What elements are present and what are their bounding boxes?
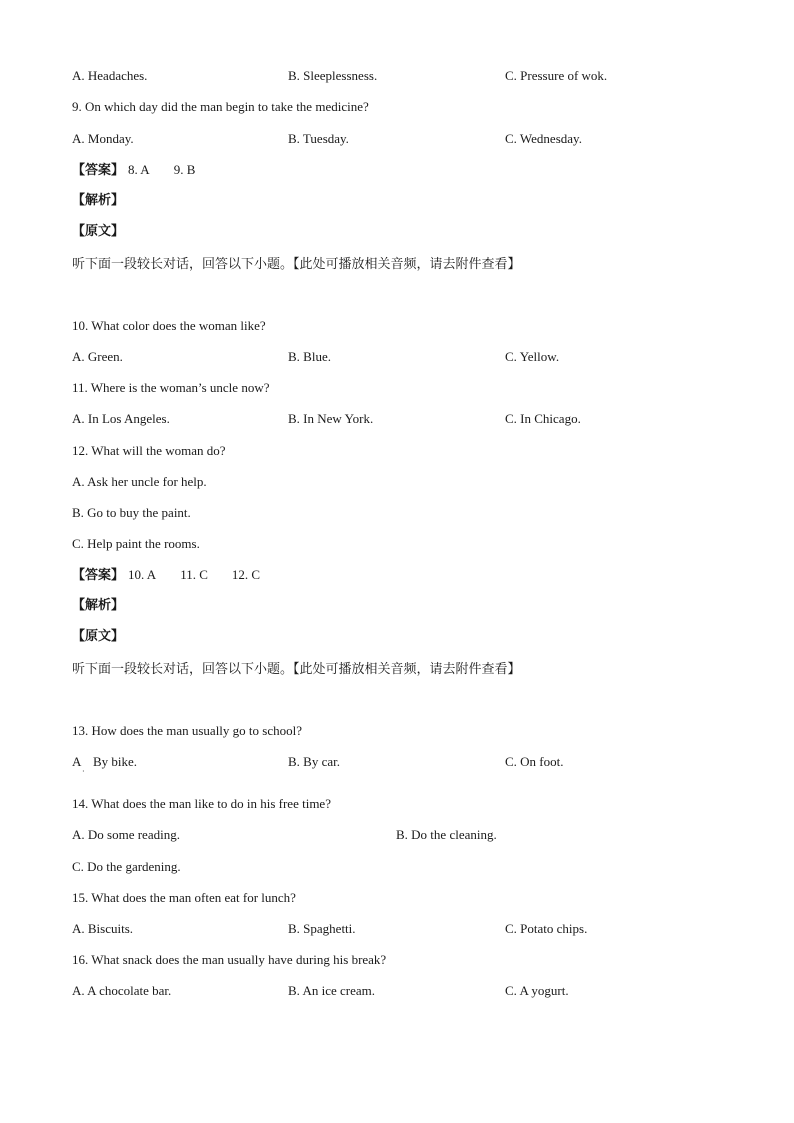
q9-question: 9. On which day did the man begin to take the medicine?: [72, 99, 369, 114]
q11-option-a: A. In Los Angeles.: [72, 411, 170, 426]
q10-option-c: C. Yellow.: [505, 349, 560, 364]
q12-question: 12. What will the woman do?: [72, 443, 226, 458]
q15-option-c: C. Potato chips.: [505, 921, 588, 936]
q13-option-a: By bike.: [93, 754, 138, 769]
q11-option-b: B. In New York.: [288, 411, 374, 426]
answer-value: 9. B: [173, 162, 196, 177]
q9-option-b: B. Tuesday.: [288, 131, 349, 146]
listen-instruction: 听下面一段较长对话，回答以下小题。【此处可播放相关音频，请去附件查看】: [72, 257, 521, 272]
answer-value: 12. C: [231, 567, 261, 582]
q16-option-c: C. A yogurt.: [505, 983, 569, 998]
answer-line-2: [72, 567, 260, 584]
q8-option-a: A. Headaches.: [72, 68, 148, 83]
q11-option-c: C. In Chicago.: [505, 411, 581, 426]
q8-option-c: C. Pressure of wok.: [505, 68, 608, 83]
answer-tag: 【答案】: [72, 163, 125, 178]
q16-question: 16. What snack does the man usually have during his break?: [72, 952, 387, 967]
q12-option-c: C. Help paint the rooms.: [72, 536, 200, 551]
q13-question: 13. How does the man usually go to school?: [72, 723, 302, 738]
q15-option-a: A. Biscuits.: [72, 921, 134, 936]
listen-instruction: 听下面一段较长对话，回答以下小题。【此处可播放相关音频，请去附件查看】: [72, 662, 521, 677]
stray-dot: ·: [82, 767, 85, 776]
q13-option-c: C. On foot.: [505, 754, 564, 769]
q9-option-c: C. Wednesday.: [505, 131, 582, 146]
answer-tag: 【答案】: [72, 568, 125, 583]
q14-question: 14. What does the man like to do in his free time?: [72, 796, 331, 811]
q13-option-a-letter: A: [72, 754, 82, 769]
q14-option-c: C. Do the gardening.: [72, 859, 181, 874]
answer-value: 10. A: [128, 567, 157, 582]
q14-option-a: A. Do some reading.: [72, 827, 180, 842]
analysis-tag: 【解析】: [72, 193, 125, 208]
q12-option-b: B. Go to buy the paint.: [72, 505, 191, 520]
answer-line-1: [72, 162, 195, 179]
q11-question: 11. Where is the woman’s uncle now?: [72, 380, 270, 395]
q13-option-b: B. By car.: [288, 754, 340, 769]
answer-value: 11. C: [180, 567, 208, 582]
q8-option-b: B. Sleeplessness.: [288, 68, 378, 83]
q10-question: 10. What color does the woman like?: [72, 318, 266, 333]
q12-option-a: A. Ask her uncle for help.: [72, 474, 207, 489]
q9-option-a: A. Monday.: [72, 131, 134, 146]
original-tag: 【原文】: [72, 629, 125, 644]
q16-option-b: B. An ice cream.: [288, 983, 375, 998]
q15-option-b: B. Spaghetti.: [288, 921, 356, 936]
q14-option-b: B. Do the cleaning.: [396, 827, 497, 842]
q10-option-b: B. Blue.: [288, 349, 331, 364]
original-tag: 【原文】: [72, 224, 125, 239]
q16-option-a: A. A chocolate bar.: [72, 983, 172, 998]
q15-question: 15. What does the man often eat for lunch?: [72, 890, 296, 905]
answer-value: 8. A: [128, 162, 150, 177]
analysis-tag: 【解析】: [72, 598, 125, 613]
q10-option-a: A. Green.: [72, 349, 123, 364]
